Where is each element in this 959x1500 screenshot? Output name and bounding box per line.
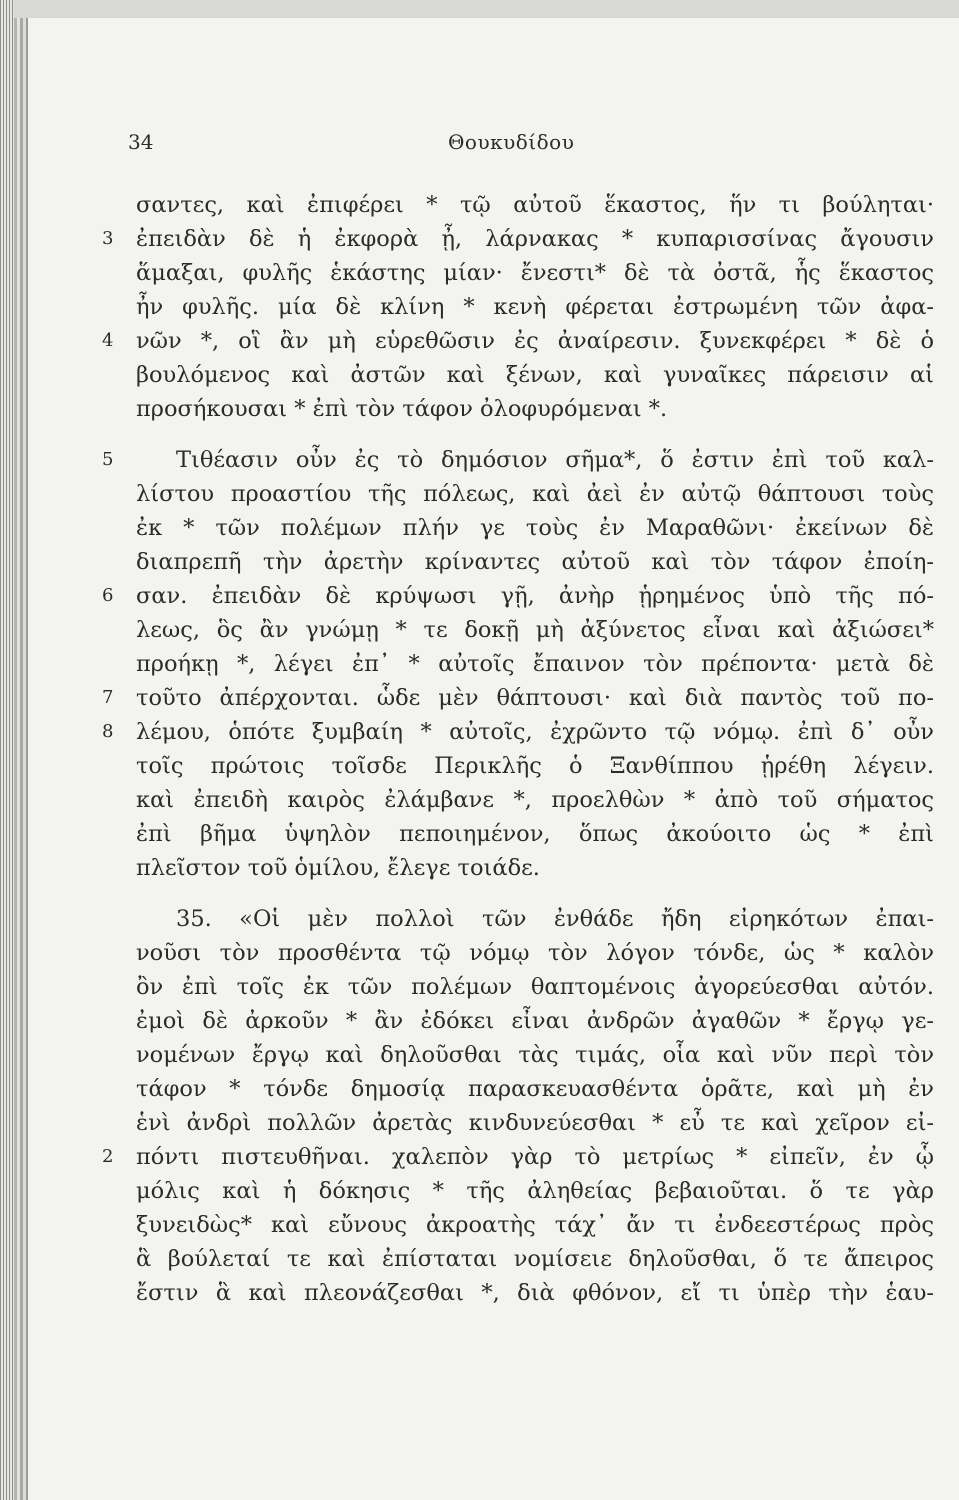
text-line [28, 1140, 959, 1174]
text-line [28, 324, 959, 358]
text-line [28, 579, 959, 613]
text-line [28, 545, 959, 579]
line-text: ἦν φυλῆς. μία δὲ κλίνη * κενὴ φέρεται ἐστρωμένη τῶν ἀφα- [136, 294, 934, 320]
line-text: σαντες, καὶ ἐπιφέρει * τῷ αὐτοῦ ἕκαστος, ἥν τι βούληται· [136, 192, 934, 218]
text-body [28, 188, 959, 1310]
text-line [28, 1174, 959, 1208]
line-text: τοῦτο ἀπέρχονται. ὧδε μὲν θάπτουσι· καὶ διὰ παντὸς τοῦ πο- [136, 685, 934, 711]
line-text: ὂν ἐπὶ τοῖς ἐκ τῶν πολέμων θαπτομένοις ἀγορεύεσθαι αὐτόν. [136, 974, 934, 1000]
line-text: πλεῖστον τοῦ ὁμίλου, ἔλεγε τοιάδε. [136, 855, 540, 881]
line-text: διαπρεπῆ τὴν ἀρετὴν κρίναντες αὐτοῦ καὶ τὸν τάφον ἐποίη- [136, 549, 934, 575]
page-stack-edge [0, 0, 14, 1500]
line-text: βουλόμενος καὶ ἀστῶν καὶ ξένων, καὶ γυναῖκες πάρεισιν αἱ [136, 362, 934, 388]
line-text: πόντι πιστευθῆναι. χαλεπὸν γὰρ τὸ μετρίως * εἰπεῖν, ἐν ᾧ [136, 1144, 934, 1170]
text-line [28, 613, 959, 647]
book-page [28, 18, 959, 1500]
line-text: προσήκουσαι * ἐπὶ τὸν τάφον ὀλοφυρόμεναι *. [136, 396, 668, 422]
page-number: 34 [128, 130, 154, 154]
line-text: μόλις καὶ ἡ δόκησις * τῆς ἀληθείας βεβαιοῦται. ὅ τε γὰρ [136, 1178, 934, 1204]
line-marginal-number: 5 [102, 449, 114, 470]
line-text: ἐπὶ βῆμα ὑψηλὸν πεποιημένον, ὅπως ἀκούοιτο ὡς * ἐπὶ [136, 821, 934, 847]
line-marginal-number: 2 [102, 1146, 114, 1167]
line-marginal-number: 3 [102, 228, 114, 249]
text-line [28, 1004, 959, 1038]
running-head: Θουκυδίδου [448, 130, 575, 154]
text-line [28, 443, 959, 477]
text-line [28, 511, 959, 545]
line-text: σαν. ἐπειδὰν δὲ κρύψωσι γῇ, ἀνὴρ ᾑρημένος ὑπὸ τῆς πό- [136, 583, 934, 609]
line-text: ξυνειδὼς* καὶ εὔνους ἀκροατὴς τάχ᾽ ἄν τι ἐνδεεστέρως πρὸς [136, 1212, 934, 1238]
text-line [28, 222, 959, 256]
line-text: λέμου, ὁπότε ξυμβαίη * αὐτοῖς, ἐχρῶντο τῷ νόμῳ. ἐπὶ δ᾽ οὖν [136, 719, 934, 745]
line-text: ἔστιν ἃ καὶ πλεονάζεσθαι *, διὰ φθόνον, εἴ τι ὑπὲρ τὴν ἑαυ- [136, 1280, 934, 1306]
line-text: Τιθέασιν οὖν ἐς τὸ δημόσιον σῆμα*, ὅ ἐστιν ἐπὶ τοῦ καλ- [176, 447, 934, 473]
text-line [28, 715, 959, 749]
text-line [28, 936, 959, 970]
line-text: λεως, ὃς ἂν γνώμῃ * τε δοκῇ μὴ ἀξύνετος εἶναι καὶ ἀξιώσει* [136, 617, 934, 643]
line-marginal-number: 4 [102, 330, 114, 351]
text-line [28, 1276, 959, 1310]
text-line [28, 392, 959, 426]
text-line [28, 902, 959, 936]
line-text: νοῦσι τὸν προσθέντα τῷ νόμῳ τὸν λόγον τόνδε, ὡς * καλὸν [136, 940, 934, 966]
line-marginal-number: 8 [102, 721, 114, 742]
line-marginal-number: 6 [102, 585, 114, 606]
text-line [28, 477, 959, 511]
text-line [28, 783, 959, 817]
line-text: νῶν *, οἳ ἂν μὴ εὑρεθῶσιν ἐς ἀναίρεσιν. ξυνεκφέρει * δὲ ὁ [136, 328, 934, 354]
text-line [28, 817, 959, 851]
text-line [28, 970, 959, 1004]
text-line [28, 681, 959, 715]
line-text: καὶ ἐπειδὴ καιρὸς ἐλάμβανε *, προελθὼν * ἀπὸ τοῦ σήματος [136, 787, 934, 813]
line-text: ἑνὶ ἀνδρὶ πολλῶν ἀρετὰς κινδυνεύεσθαι * εὖ τε καὶ χεῖρον εἰ- [136, 1110, 934, 1136]
line-text: προήκῃ *, λέγει ἐπ᾽ * αὐτοῖς ἔπαινον τὸν πρέποντα· μετὰ δὲ [136, 651, 934, 677]
text-line [28, 188, 959, 222]
line-text: νομένων ἔργῳ καὶ δηλοῦσθαι τὰς τιμάς, οἷα καὶ νῦν περὶ τὸν [136, 1042, 934, 1068]
text-line [28, 1208, 959, 1242]
line-text: ἐμοὶ δὲ ἀρκοῦν * ἂν ἐδόκει εἶναι ἀνδρῶν ἀγαθῶν * ἔργῳ γε- [136, 1008, 934, 1034]
text-line [28, 358, 959, 392]
line-text: ἐκ * τῶν πολέμων πλήν γε τοὺς ἐν Μαραθῶνι· ἐκείνων δὲ [136, 515, 934, 541]
line-text: ἃ βούλεταί τε καὶ ἐπίσταται νομίσειε δηλοῦσθαι, ὅ τε ἄπειρος [136, 1246, 934, 1272]
text-line [28, 1072, 959, 1106]
text-line [28, 647, 959, 681]
text-line [28, 851, 959, 885]
line-text: ἐπειδὰν δὲ ἡ ἐκφορὰ ᾖ, λάρνακας * κυπαρισσίνας ἄγουσιν [136, 226, 934, 252]
line-text: 35. «Οἱ μὲν πολλοὶ τῶν ἐνθάδε ἤδη εἰρηκότων ἐπαι- [176, 906, 934, 932]
line-text: λίστου προαστίου τῆς πόλεως, καὶ ἀεὶ ἐν αὐτῷ θάπτουσι τοὺς [136, 481, 934, 507]
text-line [28, 1106, 959, 1140]
scan-top-edge [0, 0, 959, 18]
line-text: τάφον * τόνδε δημοσίᾳ παρασκευασθέντα ὁρᾶτε, καὶ μὴ ἐν [136, 1076, 934, 1102]
line-marginal-number: 7 [102, 687, 114, 708]
text-line [28, 256, 959, 290]
text-line [28, 1038, 959, 1072]
text-line [28, 1242, 959, 1276]
line-text: ἅμαξαι, φυλῆς ἑκάστης μίαν· ἔνεστι* δὲ τὰ ὀστᾶ, ἧς ἕκαστος [136, 260, 934, 286]
text-line [28, 290, 959, 324]
text-line [28, 749, 959, 783]
line-text: τοῖς πρώτοις τοῖσδε Περικλῆς ὁ Ξανθίππου ᾑρέθη λέγειν. [136, 753, 934, 779]
page-header [28, 130, 959, 160]
